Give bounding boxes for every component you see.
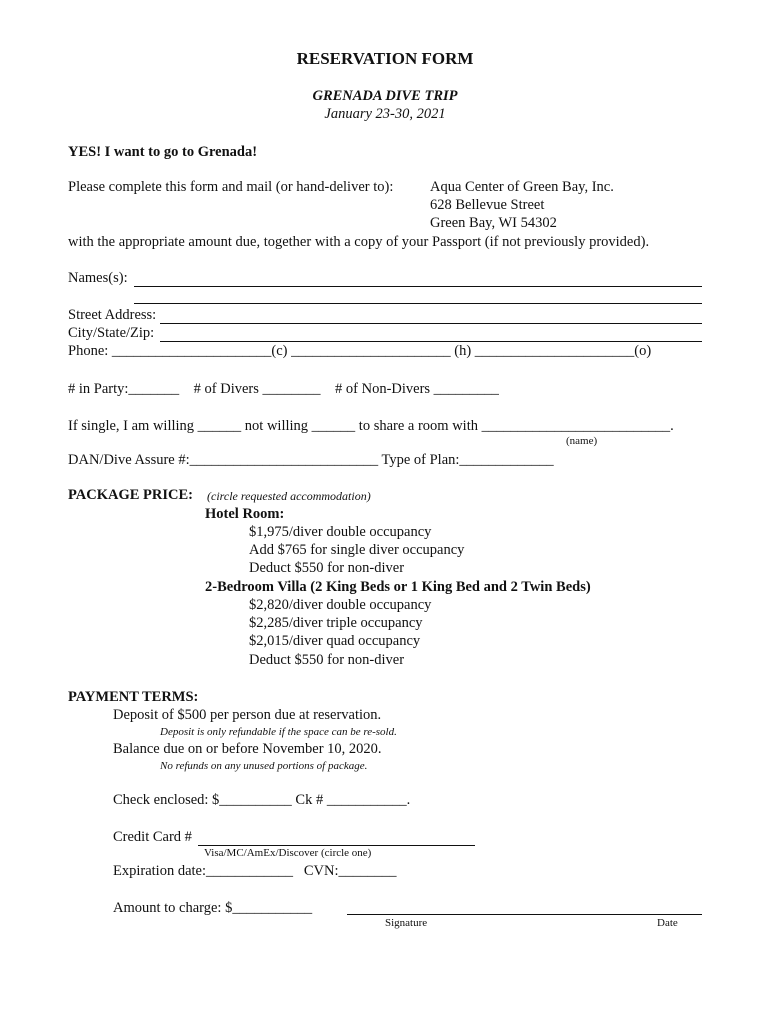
instruction-continued: with the appropriate amount due, together with a copy of your Passport (if not previously provided). [68,234,650,250]
yes-line: YES! I want to go to Grenada! [68,144,258,160]
package-price-label: PACKAGE PRICE: [68,487,193,503]
party-line[interactable]: # in Party:_______ # of Divers ________ # of Non-Divers _________ [68,381,499,397]
payment-terms-label: PAYMENT TERMS: [68,689,199,705]
instruction-text: Please complete this form and mail (or hand-deliver to): [68,179,394,195]
credit-card-field[interactable] [198,845,475,846]
villa-option[interactable]: $2,015/diver quad occupancy [249,633,421,649]
credit-card-label: Credit Card # [113,829,192,845]
address-line-3: Green Bay, WI 54302 [430,215,557,231]
villa-heading[interactable]: 2-Bedroom Villa (2 King Beds or 1 King Bed and 2 Twin Beds) [205,579,591,595]
package-hint: (circle requested accommodation) [207,489,371,503]
check-enclosed-line[interactable]: Check enclosed: $__________ Ck # ___________. [113,792,411,808]
villa-option[interactable]: $2,820/diver double occupancy [249,597,432,613]
city-state-zip-field[interactable] [160,341,702,342]
names-label: Names(s): [68,270,128,286]
balance-note: No refunds on any unused portions of package. [160,760,368,772]
balance-text: Balance due on or before November 10, 2020. [113,741,382,757]
address-line-2: 628 Bellevue Street [430,197,545,213]
deposit-text: Deposit of $500 per person due at reservation. [113,707,382,723]
street-address-field[interactable] [160,323,702,324]
name-hint: (name) [566,435,598,447]
signature-label: Signature [385,917,428,929]
date-label: Date [657,917,678,929]
street-address-label: Street Address: [68,307,157,323]
villa-option[interactable]: Deduct $550 for non-diver [249,652,405,668]
hotel-option[interactable]: Deduct $550 for non-diver [249,560,405,576]
signature-field[interactable] [347,914,702,915]
hotel-option[interactable]: Add $765 for single diver occupancy [249,542,465,558]
card-types-hint: Visa/MC/AmEx/Discover (circle one) [204,847,372,859]
names-field-line-2[interactable] [134,303,702,304]
form-title: RESERVATION FORM [296,49,474,68]
hotel-option[interactable]: $1,975/diver double occupancy [249,524,432,540]
city-state-zip-label: City/State/Zip: [68,325,155,341]
hotel-room-heading[interactable]: Hotel Room: [205,506,285,522]
dan-dive-assure-line[interactable]: DAN/Dive Assure #:__________________________ Type of Plan:_____________ [68,452,554,468]
names-field-line-1[interactable] [134,286,702,287]
room-share-line[interactable]: If single, I am willing ______ not willing ______ to share a room with __________________________. [68,418,674,434]
expiration-cvn-line[interactable]: Expiration date:____________ CVN:________ [113,863,397,879]
trip-dates: January 23-30, 2021 [324,106,446,122]
trip-name: GRENADA DIVE TRIP [312,88,458,104]
deposit-note: Deposit is only refundable if the space can be re-sold. [160,726,397,738]
phone-line[interactable]: Phone: ______________________(c) ______________________ (h) ______________________(o) [68,343,652,359]
address-line-1: Aqua Center of Green Bay, Inc. [430,179,614,195]
villa-option[interactable]: $2,285/diver triple occupancy [249,615,423,631]
amount-to-charge-line[interactable]: Amount to charge: $___________ [113,900,313,916]
